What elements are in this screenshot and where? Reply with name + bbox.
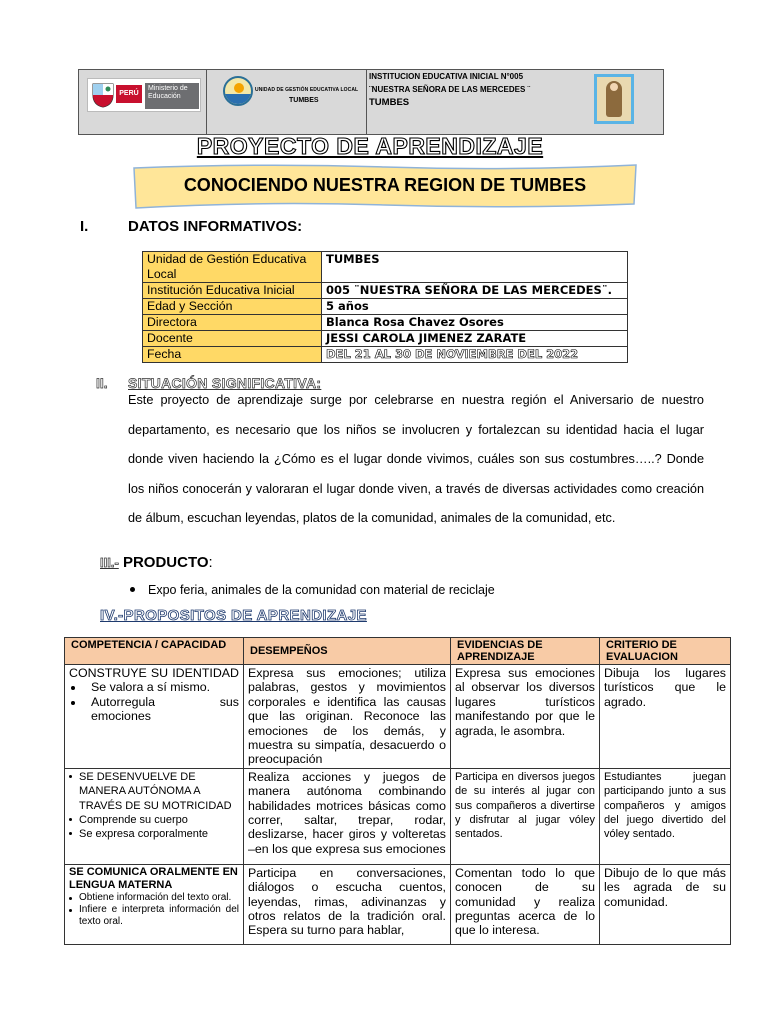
producto-bullet	[130, 583, 495, 597]
situacion-paragraph: Este proyecto de aprendizaje surge por celebrarse en nuestra región el Aniversario de nuestro departamento, es necesario que los niños se involucren y fortalezcan su identidad hacia el lugar donde viven haciendo la ¿Cómo es el lugar donde vivimos, cuáles son sus costumbres…..? Donde los niños conocerán y valoraran el lugar donde viven, a través de diversas actividades como creación de álbum, escuchan leyendas, platos de la comunidad, animales de la comunidad, etc.	[128, 393, 704, 526]
datos-row	[143, 315, 628, 331]
ie-text	[369, 70, 579, 109]
sea-icon	[225, 94, 251, 104]
section3-number: III.-	[100, 555, 119, 570]
capacidad-item: Autorregula sus emociones	[69, 695, 239, 724]
evidencia-cell: Participa en diversos juegos de su interés al jugar con sus compañeros a divertirse y disfrutar al jugar vóley sentados.	[451, 768, 600, 864]
datos-row	[143, 252, 628, 283]
ministry-label: Ministerio de Educación	[145, 83, 199, 109]
coat-of-arms-icon	[90, 81, 116, 109]
bullet-icon	[130, 587, 135, 592]
datos-key: Unidad de Gestión Educativa Local	[143, 252, 322, 283]
ie-cell	[366, 70, 663, 134]
header-box	[78, 69, 664, 135]
sun-icon	[234, 83, 244, 93]
criterio-cell: Dibuja los lugares turísticos que le agrado.	[600, 665, 731, 769]
competencia-name: SE DESENVUELVE DE MANERA AUTÓNOMA A TRAVÉS DE SU MOTRICIDAD	[69, 770, 239, 813]
table-row	[65, 864, 731, 944]
section2-title: SITUACIÓN SIGNIFICATIVA:	[128, 375, 322, 391]
capacidades-list	[69, 680, 239, 723]
datos-key: Fecha	[143, 347, 322, 363]
capacidades-list	[69, 892, 239, 928]
competencia-name: SE COMUNICA ORALMENTE EN LENGUA MATERNA	[69, 865, 238, 891]
datos-key: Institución Educativa Inicial	[143, 283, 322, 299]
datos-row	[143, 299, 628, 315]
section3-colon: :	[208, 554, 213, 571]
datos-value: 005 ¨NUESTRA SEÑORA DE LAS MERCEDES¨.	[322, 283, 628, 299]
capacidad-item: Infiere e interpreta información del texto oral.	[69, 904, 239, 928]
ugel-cell	[206, 70, 367, 134]
capacidad-item: Se expresa corporalmente	[69, 827, 239, 841]
datos-table	[142, 251, 628, 363]
criterio-cell: Estudiantes juegan participando junto a sus compañeros y amigos del juego divertido del vóley sentado.	[600, 768, 731, 864]
datos-value: JESSI CAROLA JIMENEZ ZARATE	[322, 331, 628, 347]
section3-title: PRODUCTO	[122, 554, 209, 571]
section3-heading	[100, 554, 213, 571]
capacidad-item: Obtiene información del texto oral.	[69, 892, 239, 904]
propositos-table	[64, 637, 731, 945]
minedu-logo-cell	[79, 70, 207, 134]
datos-row	[143, 283, 628, 299]
evidencia-cell: Expresa sus emociones al observar los diversos lugares turísticos manifestando por que le agrada, le asombra.	[451, 665, 600, 769]
capacidad-item: Comprende su cuerpo	[69, 813, 239, 827]
datos-value: TUMBES	[322, 252, 628, 283]
table-header-row	[65, 638, 731, 665]
desempeno-cell: Participa en conversaciones, diálogos o escucha cuentos, leyendas, rimas, adivinanzas y otros relatos de la tradición oral. Espera su turno para hablar,	[244, 864, 451, 944]
datos-key: Directora	[143, 315, 322, 331]
header-evidencias: EVIDENCIAS DE APRENDIZAJE	[451, 638, 600, 665]
desempeno-cell: Realiza acciones y juegos de manera autónoma combinando habilidades motrices básicas como correr, saltar, trepar, rodar, deslizarse, hacer giros y volteretas –en los que expresa sus emociones	[244, 768, 451, 864]
section4-title: IV.-PROPOSITOS DE APRENDIZAJE	[100, 607, 367, 624]
header-criterio: CRITERIO DE EVALUACION	[600, 638, 731, 665]
datos-key: Docente	[143, 331, 322, 347]
datos-row	[143, 347, 628, 363]
ugel-logo-icon	[223, 76, 253, 106]
capacidades-list	[69, 770, 239, 842]
project-banner	[130, 162, 640, 212]
criterio-cell: Dibujo de lo que más les agrada de su comunidad.	[600, 864, 731, 944]
section1-title: DATOS INFORMATIVOS:	[128, 218, 303, 235]
peru-label: PERÚ	[116, 85, 142, 103]
competencia-name: CONSTRUYE SU IDENTIDAD	[69, 666, 239, 680]
ie-line1: INSTITUCION EDUCATIVA INICIAL N°005	[369, 72, 524, 81]
banner-title: CONOCIENDO NUESTRA REGION DE TUMBES	[183, 175, 587, 195]
datos-row	[143, 331, 628, 347]
producto-text: Expo feria, animales de la comunidad con material de reciclaje	[148, 583, 495, 597]
table-row	[65, 665, 731, 769]
figure-head	[610, 83, 618, 91]
competencia-cell	[65, 864, 244, 944]
page-title: PROYECTO DE APRENDIZAJE	[196, 133, 544, 159]
datos-value: 5 años	[322, 299, 628, 315]
header-desempenos: DESEMPEÑOS	[244, 638, 451, 665]
desempeno-cell: Expresa sus emociones; utiliza palabras, gestos y movimientos corporales e identifica las causas que las originan. Reconoce las emociones de los demás, y muestra su simpatía, desacuerdo o preocupación	[244, 665, 451, 769]
ugel-label: UNIDAD DE GESTIÓN EDUCATIVA LOCAL	[255, 87, 359, 93]
ie-line3: TUMBES	[369, 97, 410, 108]
section2-number: II.	[96, 375, 108, 391]
virgin-image-icon	[594, 74, 634, 124]
evidencia-cell: Comentan todo lo que conocen de su comunidad y realiza preguntas acerca de lo que lo interesa.	[451, 864, 600, 944]
ie-line2: ¨NUESTRA SEÑORA DE LAS MERCEDES ¨	[369, 85, 531, 94]
section1-number: I.	[80, 218, 89, 235]
datos-value: Blanca Rosa Chavez Osores	[322, 315, 628, 331]
header-competencia: COMPETENCIA / CAPACIDAD	[65, 638, 244, 665]
competencia-cell	[65, 665, 244, 769]
datos-value: DEL 21 AL 30 DE NOVIEMBRE DEL 2022	[322, 347, 628, 363]
section2-heading	[96, 375, 322, 391]
competencia-cell	[65, 768, 244, 864]
table-row	[65, 768, 731, 864]
datos-key: Edad y Sección	[143, 299, 322, 315]
ugel-name: TUMBES	[289, 97, 319, 104]
minedu-logo	[87, 78, 201, 112]
capacidad-item: Se valora a sí mismo.	[69, 680, 239, 694]
